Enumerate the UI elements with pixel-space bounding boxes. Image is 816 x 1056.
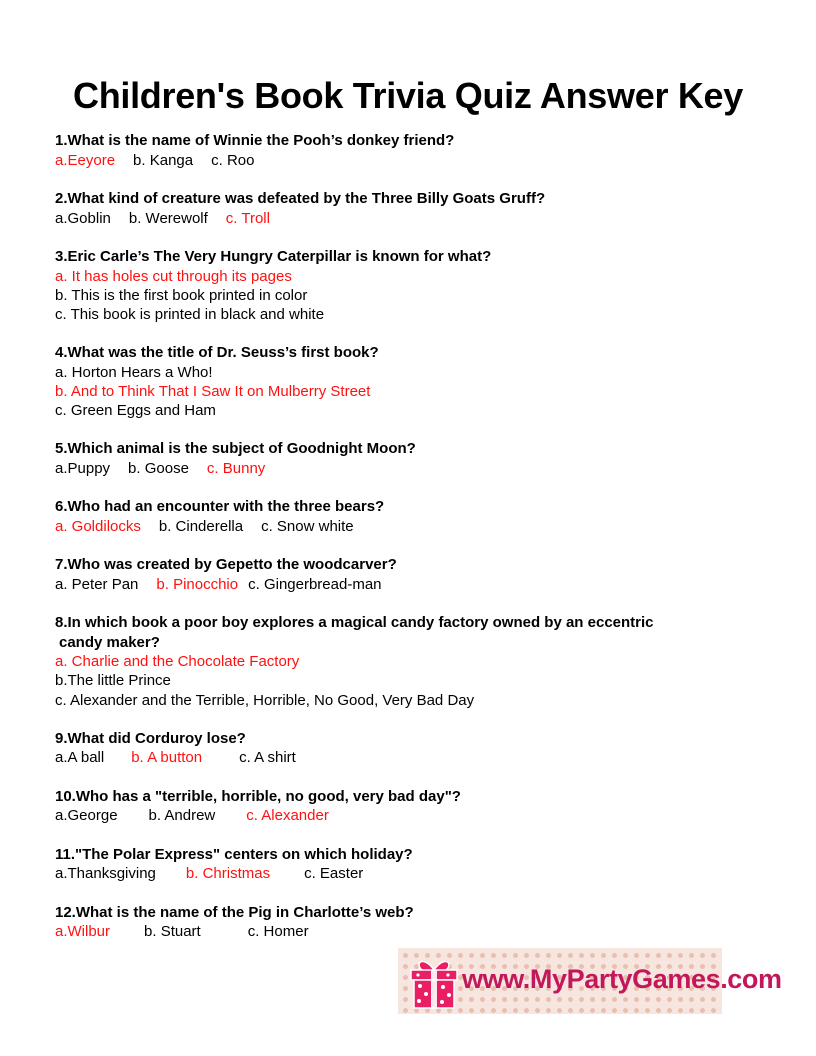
question-text — [55, 613, 755, 652]
answer-option-correct: c. Bunny — [206, 459, 266, 477]
answer-option: c. Alexander and the Terrible, Horrible, No Good, Very Bad Day — [55, 691, 475, 709]
question-text: 11."The Polar Express" centers on which holiday? — [55, 845, 413, 863]
answer-option: b. Stuart — [144, 923, 201, 941]
question-5 — [55, 439, 755, 478]
answer-option-correct: b. Christmas — [185, 865, 271, 883]
question-12 — [55, 903, 755, 942]
answer-option: a.A ball — [55, 749, 105, 767]
question-1 — [55, 131, 755, 170]
question-7 — [55, 555, 755, 594]
answer-option: a.Puppy — [55, 459, 111, 477]
question-text: 2.What kind of creature was defeated by the Three Billy Goats Gruff? — [55, 190, 546, 207]
question-text: 1.What is the name of Winnie the Pooh’s donkey friend? — [55, 132, 455, 149]
answer-option: b. Cinderella — [158, 517, 244, 535]
question-3 — [55, 247, 755, 324]
question-11 — [55, 845, 755, 884]
answer-option-correct: c. Troll — [225, 209, 270, 227]
answer-option: a.Goblin — [55, 209, 111, 227]
answer-option: c. Easter — [304, 865, 364, 883]
answer-option: b. Goose — [128, 459, 189, 477]
question-9 — [55, 729, 755, 768]
answer-option-correct-text: b. Pinocchio — [156, 575, 239, 593]
answer-option: a. Peter Pan — [55, 575, 139, 593]
answer-options — [55, 748, 755, 768]
answer-option: c. Gingerbread-man — [248, 575, 382, 593]
page-title: Children's Book Trivia Quiz Answer Key — [73, 75, 743, 116]
answer-option-correct: a.Eeyore — [55, 151, 116, 169]
site-logo — [398, 948, 782, 1014]
answer-option: b. This is the first book printed in color — [55, 286, 308, 304]
answer-option-correct: a. Charlie and the Chocolate Factory — [55, 653, 300, 671]
question-10 — [55, 787, 755, 826]
question-text: 7.Who was created by Gepetto the woodcarver? — [55, 556, 397, 574]
answer-option: c. Roo — [211, 151, 255, 169]
answer-option: a. Horton Hears a Who! — [55, 363, 213, 381]
answer-options — [55, 459, 755, 479]
answer-option-correct: b. And to Think That I Saw It on Mulberry Street — [55, 382, 371, 400]
question-text: 6.Who had an encounter with the three bears? — [55, 498, 385, 516]
answer-options — [55, 806, 755, 826]
question-6 — [55, 497, 755, 536]
question-text: 3.Eric Carle’s The Very Hungry Caterpillar is known for what? — [55, 248, 492, 265]
question-text-line-1: 8.In which book a poor boy explores a magical candy factory owned by an eccentric — [55, 614, 654, 632]
quiz-list — [55, 131, 755, 961]
answer-option: b. Andrew — [148, 807, 216, 825]
answer-option: b.The little Prince — [55, 672, 171, 690]
answer-options — [55, 922, 755, 942]
answer-option-correct: a.Wilbur — [55, 923, 111, 941]
site-url: www.MyPartyGames.com — [462, 964, 782, 994]
answer-option: c. Homer — [247, 923, 309, 941]
question-4 — [55, 343, 755, 420]
answer-options — [55, 151, 755, 171]
answer-option: b. Werewolf — [128, 209, 208, 227]
answer-option: c. Snow white — [261, 517, 354, 535]
answer-options — [55, 864, 755, 884]
answer-option: a.George — [55, 807, 118, 825]
question-text: 5.Which animal is the subject of Goodnight Moon? — [55, 440, 416, 458]
answer-option-correct: b. A button — [131, 749, 203, 767]
question-text-line-2: candy maker? — [59, 633, 160, 651]
question-text: 10.Who has a "terrible, horrible, no good, very bad day"? — [55, 787, 461, 805]
answer-options — [55, 209, 755, 229]
answer-option: c. This book is printed in black and white — [55, 305, 325, 323]
answer-option-correct — [156, 575, 238, 595]
answer-options — [55, 575, 755, 595]
answer-option: a.Thanksgiving — [55, 865, 156, 883]
gift-icon — [408, 954, 460, 1010]
question-text: 9.What did Corduroy lose? — [55, 729, 246, 747]
answer-option: c. Green Eggs and Ham — [55, 402, 216, 420]
answer-options — [55, 517, 755, 537]
question-text: 4.What was the title of Dr. Seuss’s first book? — [55, 344, 379, 362]
answer-option-correct: a. It has holes cut through its pages — [55, 267, 292, 285]
question-text: 12.What is the name of the Pig in Charlotte’s web? — [55, 903, 414, 921]
question-8 — [55, 613, 755, 710]
answer-option-correct: a. Goldilocks — [55, 517, 141, 535]
answer-option: c. A shirt — [239, 749, 296, 767]
answer-option-correct: c. Alexander — [246, 807, 329, 825]
question-2 — [55, 189, 755, 228]
answer-option: b. Kanga — [133, 151, 194, 169]
